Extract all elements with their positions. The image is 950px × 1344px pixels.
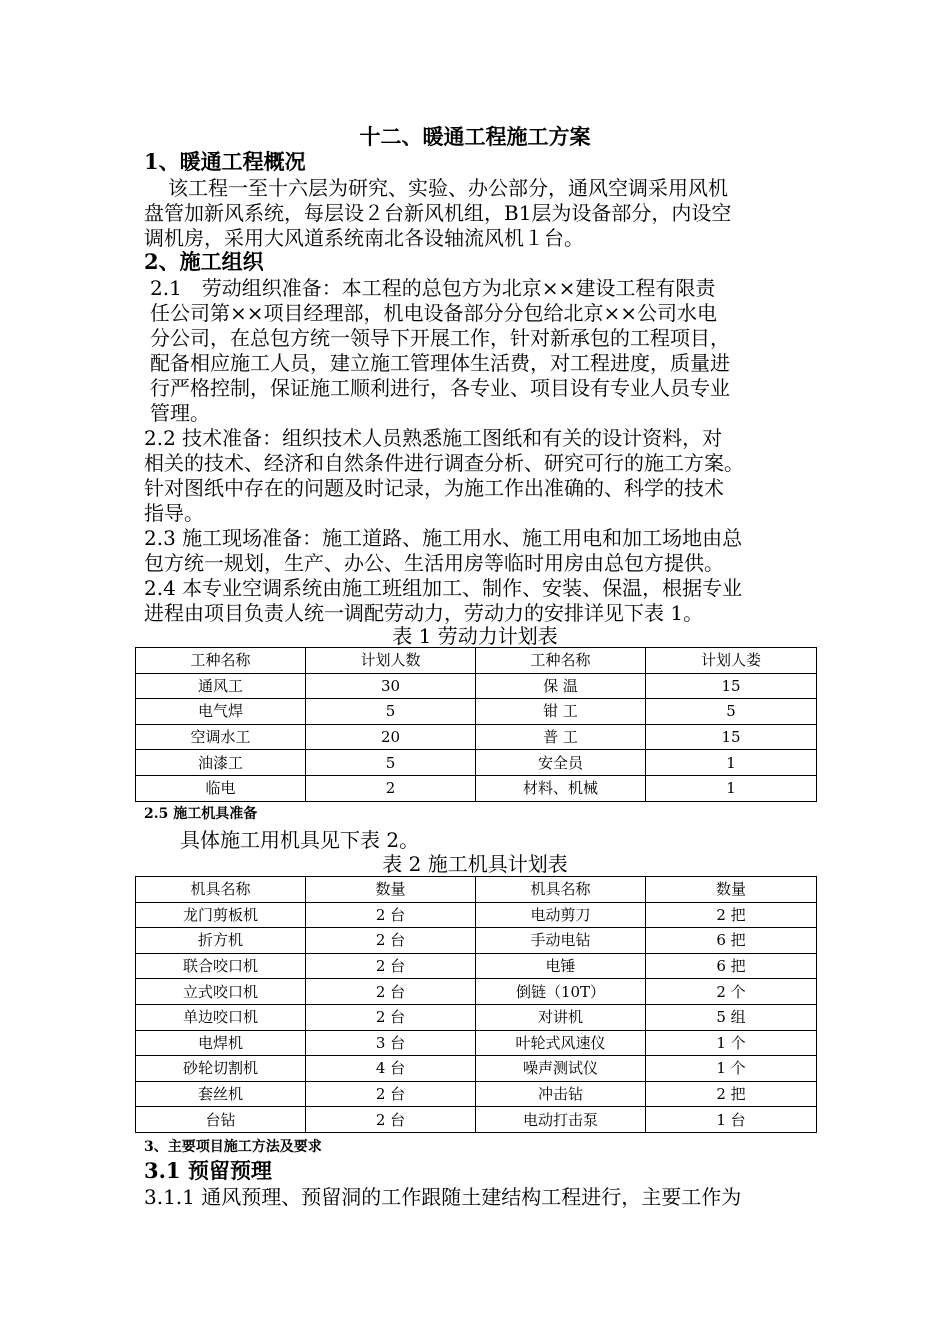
header-cell: 工种名称 [476,648,646,674]
table-cell: 2 台 [306,1107,476,1133]
table-cell: 单边咬口机 [136,1004,306,1030]
table-cell: 油漆工 [136,750,306,776]
table-cell: 电焊机 [136,1030,306,1056]
table-cell: 2 台 [306,953,476,979]
table-row [136,1004,817,1030]
header-cell: 计划人数 [306,648,476,674]
table-row [136,724,817,750]
table-row [136,1107,817,1133]
paragraph-line: 包方统一规划，生产、办公、生活用房等临时用房由总包方提供。 [144,551,724,575]
table-row [136,775,817,801]
table-cell: 龙门剪板机 [136,902,306,928]
table-row [136,750,817,776]
table-cell: 5 [306,699,476,725]
table-cell: 30 [306,673,476,699]
table-cell: 安全员 [476,750,646,776]
labor-plan-table [135,647,817,802]
table-cell: 1 个 [646,1056,817,1082]
table-cell: 2 台 [306,902,476,928]
table-cell: 砂轮切割机 [136,1056,306,1082]
table-row [136,699,817,725]
table-cell: 20 [306,724,476,750]
document-title: 十二、暖通工程施工方案 [359,124,591,149]
table-cell: 电锤 [476,953,646,979]
paragraph-line: 针对图纸中存在的问题及时记录，为施工作出准确的、科学的技术 [144,476,724,500]
table-cell: 1 个 [646,1030,817,1056]
table-cell: 2 台 [306,979,476,1005]
table-cell: 1 [646,750,817,776]
table-cell: 立式咬口机 [136,979,306,1005]
paragraph-line: 该工程一至十六层为研究、实验、办公部分，通风空调采用风机 [168,176,728,200]
table-2-caption: 表 2 施工机具计划表 [382,852,568,876]
table-cell: 联合咬口机 [136,953,306,979]
paragraph-line: 3.1.1 通风预理、预留洞的工作跟随土建结构工程进行，主要工作为 [144,1185,742,1209]
table-cell: 电气焊 [136,699,306,725]
table-header-row [136,648,817,674]
section-3-1-heading: 3.1 预留预理 [144,1158,272,1183]
paragraph-line: 调机房，采用大风道系统南北各设轴流风机１台。 [144,226,584,250]
table-cell: 空调水工 [136,724,306,750]
paragraph-line: 分公司，在总包方统一领导下开展工作，针对新承包的工程项目， [150,326,730,350]
table-1-caption: 表 1 劳动力计划表 [392,624,558,648]
section-1-heading: 1、暖通工程概况 [144,149,306,174]
table-cell: 2 [306,775,476,801]
section-3-heading: 3、主要项目施工方法及要求 [144,1139,322,1155]
paragraph-line: 行严格控制，保证施工顺利进行，各专业、项目设有专业人员专业 [150,376,730,400]
table-cell: 套丝机 [136,1081,306,1107]
paragraph-line: 2.2 技术准备：组织技术人员熟悉施工图纸和有关的设计资料，对 [144,426,723,450]
table-cell: 折方机 [136,928,306,954]
table-cell: 4 台 [306,1056,476,1082]
section-2-heading: 2、施工组织 [144,249,264,274]
table-cell: 15 [646,673,817,699]
table-cell: 5 [646,699,817,725]
table-cell: 电动打击泵 [476,1107,646,1133]
table-row [136,1030,817,1056]
table-cell: 6 把 [646,953,817,979]
header-cell: 机具名称 [476,877,646,903]
table-cell: 冲击钻 [476,1081,646,1107]
table-row [136,928,817,954]
table-cell: 5 组 [646,1004,817,1030]
table-cell: 保 温 [476,673,646,699]
table-cell: 材料、机械 [476,775,646,801]
table-cell: 2 把 [646,1081,817,1107]
table-row [136,979,817,1005]
table-cell: 钳 工 [476,699,646,725]
header-cell: 数量 [646,877,817,903]
table-cell: 临电 [136,775,306,801]
paragraph-line: 相关的技术、经济和自然条件进行调查分析、研究可行的施工方案。 [144,451,744,475]
table-cell: 2 台 [306,1004,476,1030]
paragraph-line: 2.1 劳动组织准备：本工程的总包方为北京××建设工程有限责 [150,276,716,300]
table-row [136,1056,817,1082]
table-cell: 通风工 [136,673,306,699]
table-cell: 叶轮式风速仪 [476,1030,646,1056]
table-cell: 15 [646,724,817,750]
paragraph-line: 进程由项目负责人统一调配劳动力，劳动力的安排详见下表 1。 [144,601,704,625]
table-cell: 倒链（10T） [476,979,646,1005]
paragraph-line: 配备相应施工人员，建立施工管理体生活费，对工程进度，质量进 [150,351,730,375]
header-cell: 工种名称 [136,648,306,674]
table-row [136,902,817,928]
section-2-5-heading: 2.5 施工机具准备 [144,806,258,822]
table-cell: 6 把 [646,928,817,954]
table-cell: 对讲机 [476,1004,646,1030]
paragraph-line: 盘管加新风系统，每层设２台新风机组，B1层为设备部分，内设空 [144,201,732,225]
table-cell: 手动电钻 [476,928,646,954]
table-cell: 1 台 [646,1107,817,1133]
table-cell: 普 工 [476,724,646,750]
table-cell: 电动剪刀 [476,902,646,928]
table-header-row [136,877,817,903]
table-row [136,1081,817,1107]
table-row [136,673,817,699]
paragraph-line: 具体施工用机具见下表 2。 [180,828,420,852]
equipment-plan-table [135,876,817,1133]
table-cell: 5 [306,750,476,776]
header-cell: 机具名称 [136,877,306,903]
paragraph-line: 2.4 本专业空调系统由施工班组加工、制作、安装、保温，根据专业 [144,576,743,600]
paragraph-line: 任公司第××项目经理部，机电设备部分分包给北京××公司水电 [150,301,718,325]
table-cell: 1 [646,775,817,801]
table-cell: 3 台 [306,1030,476,1056]
paragraph-line: 指导。 [144,501,204,525]
table-cell: 2 个 [646,979,817,1005]
table-cell: 2 台 [306,1081,476,1107]
table-cell: 台钻 [136,1107,306,1133]
table-cell: 噪声测试仪 [476,1056,646,1082]
table-cell: 2 把 [646,902,817,928]
table-cell: 2 台 [306,928,476,954]
paragraph-line: 管理。 [150,401,210,425]
header-cell: 数量 [306,877,476,903]
table-row [136,953,817,979]
header-cell: 计划人娄 [646,648,817,674]
paragraph-line: 2.3 施工现场准备：施工道路、施工用水、施工用电和加工场地由总 [144,526,743,550]
